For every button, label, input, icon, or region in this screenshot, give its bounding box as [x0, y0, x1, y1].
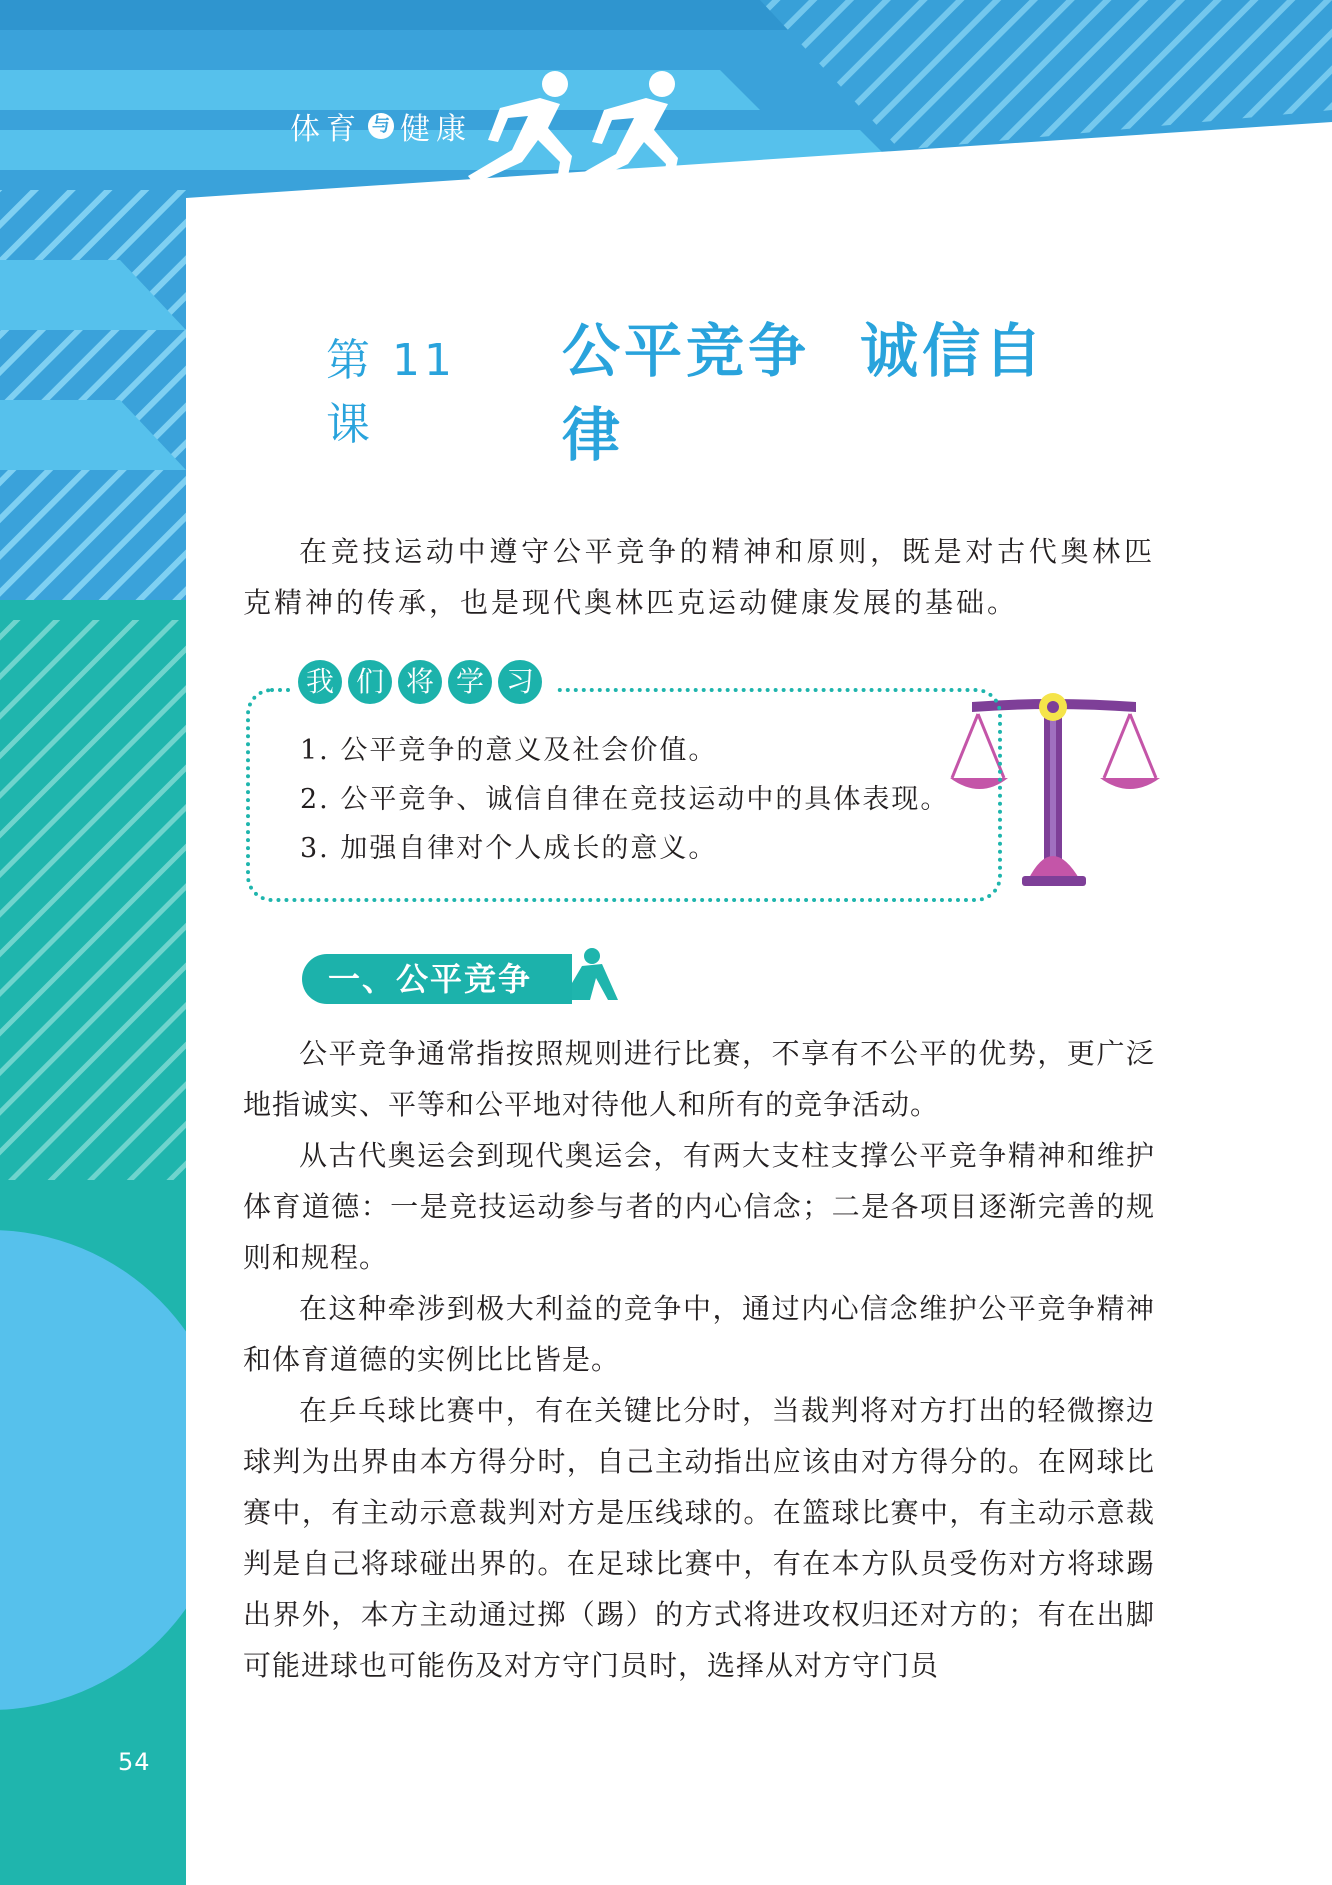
label-char: 们 [348, 660, 392, 704]
body-text [243, 1028, 1155, 1691]
lesson-name [562, 304, 1086, 472]
label-char: 将 [398, 660, 442, 704]
objective-item: 2. 公平竞争、诚信自律在竞技运动中的具体表现。 [300, 784, 950, 815]
lesson-title [326, 317, 1086, 469]
book-title-right: 健康 [400, 112, 472, 147]
label-char: 习 [498, 660, 542, 704]
learning-objectives-list [300, 726, 949, 873]
section-heading-text: 一、公平竞争 [328, 960, 533, 998]
intro-paragraph: 在竞技运动中遵守公平竞争的精神和原则，既是对古代奥林匹克精神的传承，也是现代奥林匹克运动健康发展的基础。 [243, 535, 1155, 619]
book-title-left: 体育 [290, 112, 362, 147]
label-char: 学 [448, 660, 492, 704]
label-char: 我 [298, 660, 342, 704]
section-heading [302, 954, 622, 1004]
objective-item: 3. 加强自律对个人成长的意义。 [300, 833, 718, 864]
lesson-name-part1: 公平竞争 [562, 317, 811, 385]
body-paragraph: 在乒乓球比赛中，有在关键比分时，当裁判将对方打出的轻微擦边球判为出界由本方得分时，自己主动指出应该由对方得分的。在网球比赛中，有主动示意裁判对方是压线球的。在篮球比赛中，有主动示意裁判是自己将球碰出界的。在足球比赛中，有在本方队员受伤对方将球踢出界外，本方主动通过掷（踢）的方式将进攻权归还对方的；有在出脚可能进球也可能伤及对方守门员时，选择从对方守门员 [243, 1394, 1155, 1682]
page-number: 54 [118, 1748, 151, 1776]
body-paragraph: 在这种牵涉到极大利益的竞争中，通过内心信念维护公平竞争精神和体育道德的实例比比皆是。 [243, 1292, 1155, 1376]
body-paragraph: 从古代奥运会到现代奥运会，有两大支柱支撑公平竞争精神和维护体育道德：一是竞技运动参与者的内心信念；二是各项目逐渐完善的规则和规程。 [243, 1139, 1155, 1274]
book-title [290, 104, 472, 148]
lesson-name-part2: 诚信自律 [562, 317, 1047, 469]
objective-item: 1. 公平竞争的意义及社会价值。 [300, 735, 718, 766]
lesson-number: 第 11 课 [326, 335, 456, 450]
learning-objectives-label [290, 660, 556, 704]
body-paragraph: 公平竞争通常指按照规则进行比赛，不享有不公平的优势，更广泛地指诚实、平等和公平地对待他人和所有的竞争活动。 [243, 1037, 1155, 1121]
book-title-amp: 与 [368, 113, 394, 139]
